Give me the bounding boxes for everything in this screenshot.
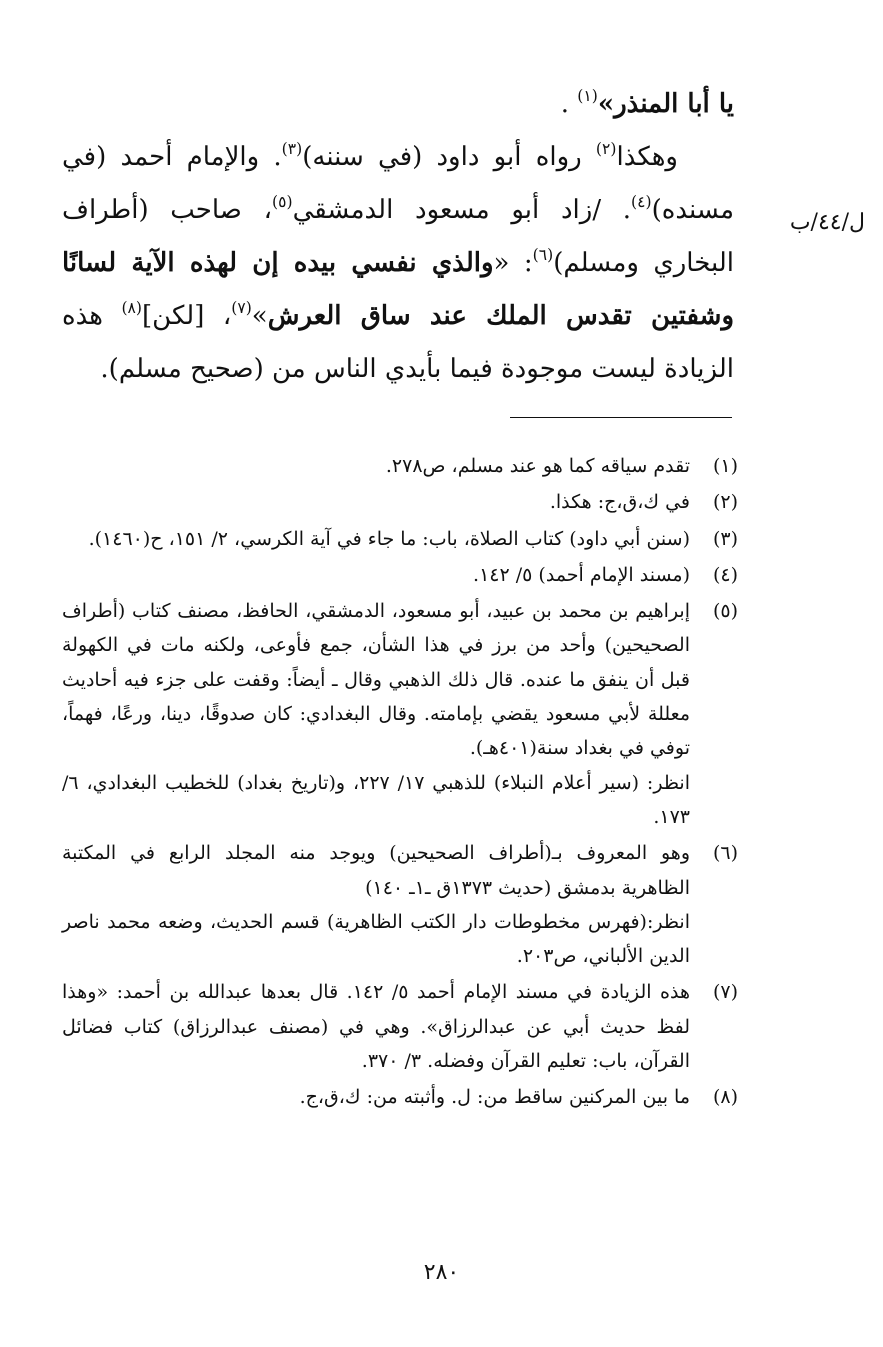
text-span: » xyxy=(251,301,268,331)
footnote-number: (٦) xyxy=(712,842,738,865)
paragraph-1-end: . xyxy=(560,89,578,119)
footnote-item xyxy=(62,522,738,556)
footnote-ref-4[interactable]: (٤) xyxy=(631,193,652,212)
footnote-ref-8[interactable]: (٨) xyxy=(121,299,143,318)
paragraph-2 xyxy=(62,131,734,396)
paragraph-1 xyxy=(62,78,734,131)
text-span: . /زاد أبو مسعود الدمشقي xyxy=(292,195,632,225)
footnote-paragraph: هذه الزيادة في مسند الإمام أحمد ٥/ ١٤٢. قال بعدها عبدالله بن أحمد: «وهذا لفظ حديث أبي عن عبدالرزاق». وهي في (مصنف عبدالرزاق) كتاب فضائل القرآن، باب: تعليم القرآن وفضله. ٣/ ٣٧٠. xyxy=(62,981,691,1073)
bold-hadith-quote: والذي نفسي بيده إن لهذه الآية لسانًا وشفتين تقدس الملك عند ساق العرش xyxy=(62,248,734,331)
footnotes-section xyxy=(62,449,738,1117)
footnote-item xyxy=(62,485,738,519)
footnote-paragraph: انظر: (سير أعلام النبلاء) للذهبي ١٧/ ٢٢٧، و(تاريخ بغداد) للخطيب البغدادي، ٦/ ١٧٣. xyxy=(62,771,690,828)
text-span: وهكذا xyxy=(616,142,678,172)
bold-quote-end: يا أبا المنذر» xyxy=(597,89,734,119)
footnote-text xyxy=(62,485,690,519)
footnote-ref-6[interactable]: (٦) xyxy=(532,246,554,265)
footnote-paragraph: إبراهيم بن محمد بن عبيد، أبو مسعود، الدمشقي، الحافظ، مصنف كتاب (أطراف الصحيحين) وأحد من برز في هذا الشأن، جمع فأوعى، ولكنه مات في الكهولة قبل أن ينفق ما عنده. قال ذلك الذهبي وقال ـ أيضاً: وقفت على جزء فيه أحاديث معللة لأبي مسعود يقضي بإمامته. وقال البغدادي: كان صدوقًا، دينا، ورعًا، فهماً، توفي في بغداد سنة(٤٠١هـ). xyxy=(62,600,690,760)
footnote-paragraph: تقدم سياقه كما هو عند مسلم، ص٢٧٨. xyxy=(385,455,690,477)
footnote-paragraph: في ك،ق،ج: هكذا. xyxy=(549,491,690,514)
footnote-item xyxy=(62,1080,738,1114)
main-text xyxy=(62,78,734,396)
footnote-text xyxy=(62,975,690,1078)
footnote-text xyxy=(62,522,690,556)
footnote-item xyxy=(62,594,738,834)
footnote-ref-1[interactable]: (١) xyxy=(577,87,598,106)
text-span: هذه الزيادة ليست موجودة فيما بأيدي الناس من (صحيح مسلم). xyxy=(62,301,734,384)
text-span: : « xyxy=(493,248,533,278)
footnote-paragraph: (سنن أبي داود) كتاب الصلاة، باب: ما جاء في آية الكرسي، ٢/ ١٥١، ح(١٤٦٠). xyxy=(88,527,690,550)
footnote-ref-2[interactable]: (٢) xyxy=(595,140,617,159)
footnote-item xyxy=(62,558,738,592)
footnote-text xyxy=(62,836,690,973)
footnote-ref-3[interactable]: (٣) xyxy=(281,140,303,159)
footnote-item xyxy=(62,449,738,483)
footnote-number: (٧) xyxy=(712,981,738,1004)
footnote-text xyxy=(62,558,690,592)
footnote-text xyxy=(62,449,690,483)
footnote-paragraph: وهو المعروف بـ(أطراف الصحيحين) ويوجد منه المجلد الرابع في المكتبة الظاهرية بدمشق (حديث ١٣٧٣ق ـ١ـ ١٤٠) xyxy=(62,842,690,899)
footnote-paragraph: انظر:(فهرس مخطوطات دار الكتب الظاهرية) قسم الحديث، وضعه محمد ناصر الدين الألباني، ص٢٠٣. xyxy=(62,910,690,968)
footnote-number: (٥) xyxy=(712,600,738,623)
text-span: ، [لكن] xyxy=(142,301,232,331)
footnote-paragraph: (مسند الإمام أحمد) ٥/ ١٤٢. xyxy=(473,563,690,586)
footnote-separator xyxy=(510,417,732,418)
text-span: رواه أبو داود (في سننه) xyxy=(302,142,596,172)
footnote-text xyxy=(62,594,690,834)
footnote-paragraph: ما بين المركنين ساقط من: ل. وأثبته من: ك،ق،ج. xyxy=(299,1086,690,1109)
manuscript-folio-marker: ل/٤٤/ب xyxy=(789,210,865,235)
footnote-number: (٣) xyxy=(712,527,738,550)
footnote-item xyxy=(62,975,738,1078)
footnote-number: (٤) xyxy=(712,563,738,586)
footnote-number: (١) xyxy=(712,455,738,477)
footnote-number: (٢) xyxy=(712,491,738,514)
footnote-ref-7[interactable]: (٧) xyxy=(231,299,252,318)
footnote-text xyxy=(62,1080,690,1114)
text-span: ، صاحب (أطراف البخاري ومسلم) xyxy=(62,195,734,278)
text-span: . والإمام أحمد (في مسنده) xyxy=(62,142,735,225)
footnote-item xyxy=(62,836,738,973)
page-number: ٢٨٠ xyxy=(423,1260,460,1285)
footnote-ref-5[interactable]: (٥) xyxy=(271,193,293,212)
footnote-number: (٨) xyxy=(712,1086,738,1109)
